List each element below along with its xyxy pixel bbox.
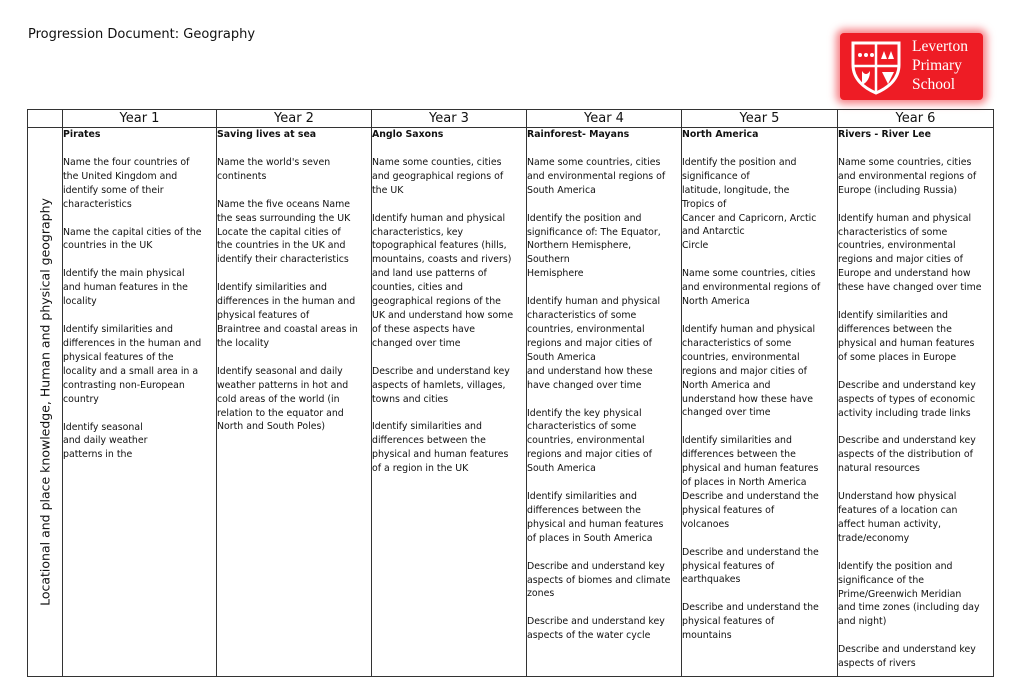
year-4-header: Year 4	[527, 110, 682, 128]
objective-line: Identify similarities and	[527, 491, 637, 503]
year-3-header: Year 3	[372, 110, 527, 128]
objective-line: Describe and understand key	[372, 365, 510, 377]
objective-line: Cancer and Capricorn, Arctic	[682, 212, 817, 224]
objective-line: Name some counties, cities	[372, 156, 502, 168]
objective-line: physical and human features	[527, 518, 664, 530]
objective-line: differences between the	[838, 323, 952, 335]
year-6-header: Year 6	[838, 110, 994, 128]
objective-line: of these aspects have	[372, 323, 476, 335]
objective-line: characteristics of some	[682, 337, 792, 349]
objective-line: characteristics of some	[527, 421, 637, 433]
objective-line: Identify seasonal and daily	[217, 365, 343, 377]
objective-line: aspects of the water cycle	[527, 630, 651, 642]
objective-paragraph	[63, 156, 216, 212]
objective-line: have changed over time	[527, 379, 642, 391]
objective-line: physical features of	[682, 616, 775, 628]
year-3-cell	[372, 128, 527, 677]
objective-line: differences between the	[527, 504, 641, 516]
objective-paragraph	[838, 156, 993, 198]
objective-line: Describe and understand key	[527, 616, 665, 628]
objective-line: latitude, longitude, the	[682, 184, 790, 196]
objective-paragraph	[372, 420, 526, 476]
objective-line: the countries in the UK and	[217, 240, 346, 252]
objective-line: countries, environmental	[838, 240, 956, 252]
objective-line: Identify similarities and	[217, 282, 327, 294]
objective-line: Describe and understand the	[682, 490, 819, 502]
objective-line: differences in the human and	[63, 337, 202, 349]
objective-line: Identify the key physical	[527, 407, 642, 419]
objective-line: and environmental regions of	[527, 170, 666, 182]
objective-line: Identify similarities and	[63, 324, 173, 336]
objective-paragraph	[682, 156, 837, 253]
objective-paragraph	[217, 156, 371, 184]
objective-paragraph	[527, 490, 681, 546]
objective-line: Name some countries, cities	[527, 156, 661, 168]
objective-line: understand how these have	[682, 393, 813, 405]
objective-line: Identify similarities and	[372, 421, 482, 433]
objective-line: earthquakes	[682, 574, 741, 586]
topic-title: North America	[682, 129, 759, 140]
objective-paragraph	[682, 267, 837, 309]
objective-line: Describe and understand key	[527, 560, 665, 572]
objective-line: characteristics, key	[372, 226, 464, 238]
objective-line: and Antarctic	[682, 226, 745, 238]
objective-line: Identify the position and	[838, 560, 953, 572]
objective-line: Circle	[682, 240, 709, 252]
objective-line: Identify human and physical	[527, 296, 661, 308]
objective-line: differences in the human and	[217, 296, 356, 308]
objective-line: continents	[217, 170, 267, 182]
objective-line: and environmental regions of	[838, 170, 977, 182]
objective-line: differences between the	[372, 435, 486, 447]
objective-line: countries, environmental	[527, 323, 645, 335]
objective-paragraph	[63, 421, 216, 463]
objective-line: Name some countries, cities	[838, 156, 972, 168]
objective-line: physical and human features	[682, 463, 819, 475]
objective-line: Name the four countries of	[63, 156, 190, 168]
objective-paragraph	[838, 434, 993, 476]
objective-line: regions and major cities of	[838, 254, 963, 266]
objective-paragraph	[682, 434, 837, 531]
objective-line: countries, environmental	[527, 435, 645, 447]
objective-line: identify their characteristics	[217, 254, 349, 266]
objective-line: regions and major cities of	[527, 337, 652, 349]
objective-paragraph	[838, 212, 993, 295]
objective-line: identify some of their	[63, 184, 164, 196]
objective-line: Understand how physical	[838, 491, 957, 503]
objective-line: Name some countries, cities	[682, 268, 816, 280]
objective-paragraph	[527, 560, 681, 602]
objective-line: characteristics of some	[527, 310, 637, 322]
topic-title: Anglo Saxons	[372, 129, 444, 140]
objective-line: Identify similarities and	[838, 310, 948, 322]
objective-line: South America	[527, 184, 596, 196]
objective-line: physical and human features	[838, 337, 975, 349]
objective-line: of places in North America	[682, 477, 807, 489]
objective-line: countries in the UK	[63, 240, 153, 252]
year-2-header: Year 2	[217, 110, 372, 128]
objective-paragraph	[527, 212, 681, 282]
objective-line: Identify human and physical	[682, 323, 816, 335]
year-4-cell	[527, 128, 682, 677]
objective-line: counties, cities and	[372, 282, 463, 294]
objective-line: trade/economy	[838, 532, 910, 544]
side-label-cell	[28, 128, 63, 677]
objective-line: characteristics	[63, 198, 132, 210]
school-logo	[840, 33, 983, 100]
objective-line: aspects of biomes and climate	[527, 574, 671, 586]
objective-line: Identify human and physical	[372, 212, 506, 224]
school-name	[912, 37, 968, 94]
objective-line: these have changed over time	[838, 282, 982, 294]
objective-line: country	[63, 393, 99, 405]
objective-line: cold areas of the world (in	[217, 393, 340, 405]
objective-line: the locality	[217, 337, 270, 349]
objective-line: Southern	[527, 254, 570, 266]
objective-line: Identify human and physical	[838, 212, 972, 224]
objective-line: volcanoes	[682, 518, 730, 530]
objective-line: regions and major cities of	[527, 449, 652, 461]
objective-line: aspects of rivers	[838, 658, 916, 670]
content-row	[28, 128, 994, 677]
objective-line: and environmental regions of	[682, 282, 821, 294]
objective-paragraph	[217, 365, 371, 435]
objective-line: and land use patterns of	[372, 268, 487, 280]
objective-line: weather patterns in hot and	[217, 379, 349, 391]
side-label: Locational and place knowledge, Human and physical geography	[37, 198, 53, 606]
objective-line: Name the capital cities of the	[63, 226, 202, 238]
objective-line: Identify similarities and	[682, 435, 792, 447]
objective-line: Tropics of	[682, 198, 727, 210]
year-2-cell	[217, 128, 372, 677]
objective-line: Identify the main physical	[63, 268, 185, 280]
objective-line: physical features of the	[63, 351, 174, 363]
objective-paragraph	[527, 295, 681, 392]
topic-title: Saving lives at sea	[217, 129, 317, 140]
year-6-cell	[838, 128, 994, 677]
objective-line: the United Kingdom and	[63, 170, 178, 182]
objective-line: Braintree and coastal areas in	[217, 323, 358, 335]
objective-line: North America and	[682, 379, 771, 391]
objective-line: physical features of	[682, 560, 775, 572]
objective-line: Describe and understand key	[838, 379, 976, 391]
objective-line: differences between the	[682, 449, 796, 461]
school-crest-icon	[848, 39, 904, 95]
objective-line: of some places in Europe	[838, 351, 957, 363]
objective-line: South America	[527, 463, 596, 475]
objective-paragraph	[838, 379, 993, 421]
objective-line: significance of the	[838, 574, 925, 586]
objective-line: of places in South America	[527, 532, 653, 544]
objective-line: Name the world's seven	[217, 156, 331, 168]
objective-paragraph	[682, 323, 837, 420]
objective-line: Northern Hemisphere,	[527, 240, 632, 252]
objective-line: physical features of	[682, 504, 775, 516]
objective-line: Name the five oceans Name	[217, 198, 351, 210]
objective-line: locality and a small area in a	[63, 365, 199, 377]
objective-line: Identify the position and	[527, 212, 642, 224]
objective-line: Locate the capital cities of	[217, 226, 341, 238]
objective-line: Europe (including Russia)	[838, 184, 958, 196]
objective-line: aspects of types of economic	[838, 393, 976, 405]
objective-line: and night)	[838, 616, 887, 628]
objective-paragraph	[682, 601, 837, 643]
logo-line-3: School	[912, 76, 956, 93]
objective-line: and daily weather	[63, 435, 148, 447]
objective-line: aspects of hamlets, villages,	[372, 379, 506, 391]
objective-line: mountains, coasts and rivers)	[372, 254, 512, 266]
objective-line: North America	[682, 296, 750, 308]
objective-line: features of a location can	[838, 505, 958, 517]
objective-line: relation to the equator and	[217, 407, 344, 419]
objective-line: UK and understand how some	[372, 309, 514, 321]
objective-line: patterns in the	[63, 449, 133, 461]
objective-line: Describe and understand the	[682, 546, 819, 558]
objective-paragraph	[527, 615, 681, 643]
topic-title: Rivers - River Lee	[838, 129, 932, 140]
objective-paragraph	[838, 490, 993, 546]
objective-line: contrasting non-European	[63, 379, 185, 391]
objective-paragraph	[372, 365, 526, 407]
objective-paragraph	[63, 267, 216, 309]
year-1-header: Year 1	[63, 110, 217, 128]
objective-line: Describe and understand the	[682, 602, 819, 614]
objective-line: countries, environmental	[682, 351, 800, 363]
objective-line: activity including trade links	[838, 407, 971, 419]
logo-line-2: Primary	[912, 57, 962, 74]
topic-title: Pirates	[63, 129, 101, 140]
objective-paragraph	[838, 309, 993, 365]
objective-line: physical and human features	[372, 449, 509, 461]
objective-line: significance of	[682, 170, 750, 182]
objective-line: Hemisphere	[527, 268, 584, 280]
objective-line: Identify the position and	[682, 156, 797, 168]
year-1-cell	[63, 128, 217, 677]
objective-paragraph	[838, 560, 993, 630]
objective-line: South America	[527, 351, 596, 363]
objective-line: physical features of	[217, 310, 310, 322]
objective-line: and understand how these	[527, 365, 653, 377]
objective-line: changed over time	[682, 407, 771, 419]
objective-line: the UK	[372, 184, 404, 196]
objective-paragraph	[217, 281, 371, 351]
objective-line: aspects of the distribution of	[838, 449, 973, 461]
header-row	[28, 110, 994, 128]
corner-cell	[28, 110, 63, 128]
objective-paragraph	[372, 156, 526, 198]
objective-line: regions and major cities of	[682, 365, 807, 377]
objective-line: topographical features (hills,	[372, 240, 507, 252]
objective-paragraph	[217, 198, 371, 268]
objective-paragraph	[63, 226, 216, 254]
objective-line: and time zones (including day	[838, 602, 980, 614]
objective-line: the seas surrounding the UK	[217, 212, 351, 224]
objective-line: natural resources	[838, 463, 920, 475]
objective-line: Europe and understand how	[838, 268, 971, 280]
objective-line: Identify seasonal	[63, 421, 143, 433]
objective-line: geographical regions of the	[372, 296, 501, 308]
topic-title: Rainforest- Mayans	[527, 129, 630, 140]
objective-paragraph	[527, 407, 681, 477]
objective-line: changed over time	[372, 337, 461, 349]
objective-line: Describe and understand key	[838, 435, 976, 447]
objective-line: zones	[527, 588, 555, 600]
objective-line: affect human activity,	[838, 518, 942, 530]
objective-line: towns and cities	[372, 393, 449, 405]
objective-line: mountains	[682, 630, 732, 642]
objective-line: characteristics of some	[838, 226, 948, 238]
document-title: Progression Document: Geography	[28, 27, 256, 42]
objective-line: significance of: The Equator,	[527, 226, 661, 238]
objective-paragraph	[838, 643, 993, 671]
logo-line-1: Leverton	[912, 38, 968, 55]
objective-line: and geographical regions of	[372, 170, 504, 182]
objective-line: locality	[63, 296, 97, 308]
progression-table	[27, 109, 994, 677]
objective-line: North and South Poles)	[217, 421, 326, 433]
objective-line: Prime/Greenwich Meridian	[838, 588, 962, 600]
year-5-cell	[682, 128, 838, 677]
objective-line: Describe and understand key	[838, 644, 976, 656]
objective-paragraph	[372, 212, 526, 351]
objective-line: and human features in the	[63, 282, 188, 294]
year-5-header: Year 5	[682, 110, 838, 128]
objective-line: of a region in the UK	[372, 463, 469, 475]
objective-paragraph	[527, 156, 681, 198]
objective-paragraph	[63, 323, 216, 406]
objective-paragraph	[682, 546, 837, 588]
